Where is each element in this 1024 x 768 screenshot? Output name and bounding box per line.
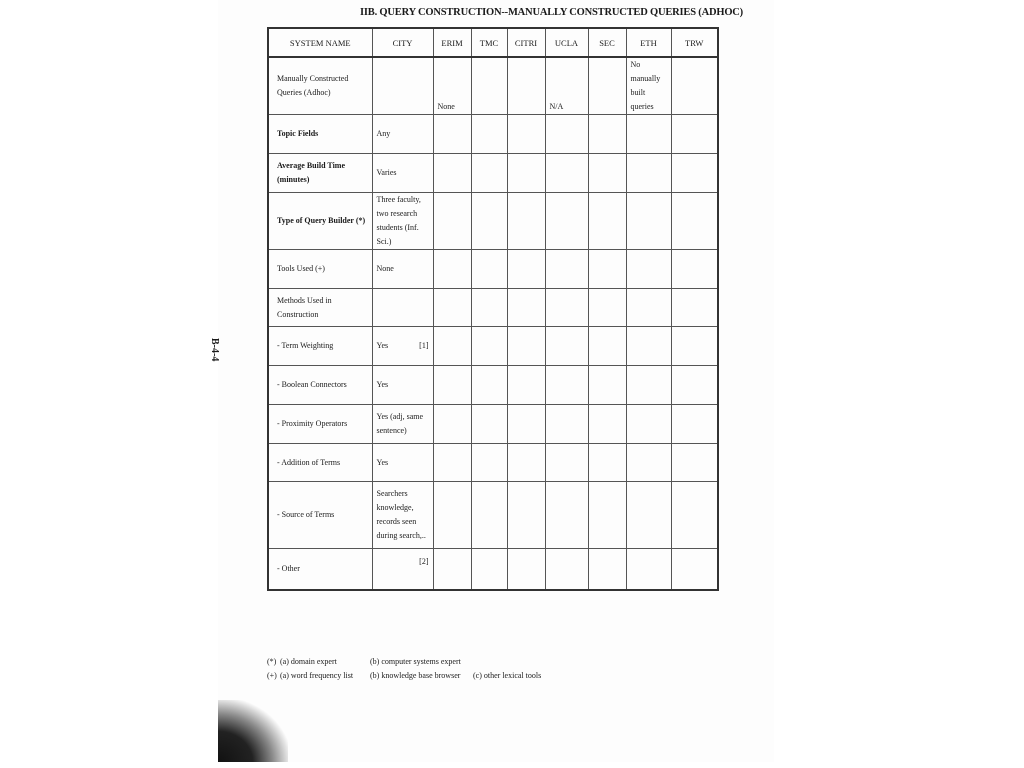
table-cell <box>471 57 507 115</box>
table-cell <box>588 482 626 549</box>
table-cell <box>471 366 507 405</box>
col-header-trw: TRW <box>671 28 718 57</box>
footnote-1-prefix: (*) <box>267 657 277 666</box>
table-cell: No manually built queries <box>626 57 671 115</box>
table-cell <box>372 289 433 327</box>
table-cell <box>671 250 718 289</box>
table-row <box>268 549 718 590</box>
table-cell <box>626 482 671 549</box>
row-label: Average Build Time (minutes) <box>268 154 372 193</box>
table-cell <box>545 327 588 366</box>
table-cell <box>507 193 545 250</box>
table-cell <box>545 193 588 250</box>
table-cell <box>588 366 626 405</box>
table-row <box>268 366 718 405</box>
cell-value: Three faculty, two research students (Inf. Sci.) <box>376 195 421 246</box>
table-cell <box>507 250 545 289</box>
table-cell <box>545 115 588 154</box>
table-cell <box>671 154 718 193</box>
footnote-ref: [1] <box>419 341 429 350</box>
table-cell <box>372 482 433 549</box>
table-cell <box>433 289 471 327</box>
row-label: - Term Weighting <box>268 327 372 366</box>
table-cell <box>626 405 671 444</box>
table-cell <box>433 366 471 405</box>
col-header-erim: ERIM <box>433 28 471 57</box>
table-cell <box>588 405 626 444</box>
table-cell: None <box>433 57 471 115</box>
table-row <box>268 327 718 366</box>
cell-value: Yes (adj, same sentence) <box>376 412 424 435</box>
col-header-ucla: UCLA <box>545 28 588 57</box>
cell-value: Yes <box>376 341 389 350</box>
table-row <box>268 289 718 327</box>
table-cell <box>545 250 588 289</box>
row-label: - Proximity Operators <box>268 405 372 444</box>
table-cell <box>626 250 671 289</box>
table-cell <box>626 193 671 250</box>
table-cell <box>626 289 671 327</box>
table-cell <box>507 57 545 115</box>
col-header-citri: CITRI <box>507 28 545 57</box>
table-cell <box>671 193 718 250</box>
table-cell <box>433 444 471 482</box>
footnote-2-prefix: (+) <box>267 671 277 680</box>
table-cell <box>671 327 718 366</box>
table-cell <box>507 289 545 327</box>
cell-value: Varies <box>376 168 397 177</box>
row-label: Manually Constructed Queries (Adhoc) <box>268 57 372 115</box>
table-cell <box>471 289 507 327</box>
footnote-1-b: (b) computer systems expert <box>370 657 461 666</box>
table-cell <box>433 327 471 366</box>
table-cell <box>626 549 671 590</box>
table-row <box>268 482 718 549</box>
table-cell <box>545 154 588 193</box>
table-cell <box>507 482 545 549</box>
col-header-system-name: SYSTEM NAME <box>268 28 372 57</box>
table-cell <box>626 366 671 405</box>
table-cell <box>545 366 588 405</box>
table-row <box>268 250 718 289</box>
table-cell <box>588 57 626 115</box>
table-cell <box>372 115 433 154</box>
col-header-tmc: TMC <box>471 28 507 57</box>
table-cell <box>471 549 507 590</box>
table-cell <box>433 115 471 154</box>
table-cell <box>545 549 588 590</box>
row-label: - Source of Terms <box>268 482 372 549</box>
table-cell <box>588 115 626 154</box>
table-cell <box>372 405 433 444</box>
table-cell <box>507 405 545 444</box>
table-cell <box>671 444 718 482</box>
table-cell <box>433 482 471 549</box>
table-cell <box>471 405 507 444</box>
table-cell <box>671 57 718 115</box>
query-construction-table <box>267 27 719 591</box>
row-label: Methods Used in Construction <box>268 289 372 327</box>
table-cell <box>507 366 545 405</box>
table-cell <box>433 549 471 590</box>
table-cell <box>671 482 718 549</box>
table-row <box>268 154 718 193</box>
scan-shadow <box>218 700 288 762</box>
table-cell <box>433 154 471 193</box>
table-row <box>268 193 718 250</box>
table-cell <box>372 549 433 590</box>
table-cell <box>588 289 626 327</box>
table-cell <box>588 154 626 193</box>
row-label: Type of Query Builder (*) <box>268 193 372 250</box>
table-row <box>268 405 718 444</box>
footnote-2-c: (c) other lexical tools <box>473 671 542 680</box>
table-cell <box>545 289 588 327</box>
cell-value: Any <box>376 129 391 138</box>
table-cell <box>671 549 718 590</box>
table-cell <box>507 444 545 482</box>
col-header-city: CITY <box>372 28 433 57</box>
cell-value: Yes <box>376 380 389 389</box>
table-cell <box>626 115 671 154</box>
table-cell <box>671 405 718 444</box>
table-cell <box>372 57 433 115</box>
table-cell <box>471 193 507 250</box>
footnote-2-a: (a) word frequency list <box>280 671 354 680</box>
table-cell <box>671 366 718 405</box>
table-row <box>268 115 718 154</box>
table-cell <box>588 250 626 289</box>
cell-value: Searchers knowledge, records seen during search,.. <box>376 489 426 540</box>
table-cell <box>372 154 433 193</box>
row-label: - Other <box>268 549 372 590</box>
table-cell <box>588 193 626 250</box>
table-cell <box>471 250 507 289</box>
table-header-row <box>268 28 718 57</box>
col-header-sec: SEC <box>588 28 626 57</box>
page-title: IIB. QUERY CONSTRUCTION--MANUALLY CONSTRUCTED QUERIES (ADHOC) <box>360 7 743 18</box>
table-cell <box>507 115 545 154</box>
footnote-ref: [2] <box>419 556 429 566</box>
table-cell <box>626 327 671 366</box>
table-cell <box>671 115 718 154</box>
table-cell <box>433 193 471 250</box>
table-cell <box>507 549 545 590</box>
table-cell <box>545 405 588 444</box>
row-label: - Boolean Connectors <box>268 366 372 405</box>
table-cell <box>372 444 433 482</box>
table-cell <box>588 444 626 482</box>
table-cell <box>507 327 545 366</box>
row-label: Tools Used (+) <box>268 250 372 289</box>
table-cell <box>671 289 718 327</box>
table-cell <box>471 444 507 482</box>
footnote-1-a: (a) domain expert <box>280 657 337 666</box>
table-cell <box>471 327 507 366</box>
table-cell <box>626 444 671 482</box>
table-cell: N/A <box>545 57 588 115</box>
table-cell <box>588 549 626 590</box>
row-label: - Addition of Terms <box>268 444 372 482</box>
table-cell <box>372 327 433 366</box>
table-row <box>268 57 718 115</box>
table-cell <box>471 482 507 549</box>
table-row <box>268 444 718 482</box>
cell-value: None <box>376 264 394 273</box>
table-cell <box>545 444 588 482</box>
row-label: Topic Fields <box>268 115 372 154</box>
table-cell <box>626 154 671 193</box>
table-cell <box>471 115 507 154</box>
footnote-2-b: (b) knowledge base browser <box>370 671 461 680</box>
table-cell <box>372 193 433 250</box>
table-cell <box>372 366 433 405</box>
table-cell <box>372 250 433 289</box>
table-cell <box>588 327 626 366</box>
table-cell <box>507 154 545 193</box>
table-cell <box>545 482 588 549</box>
cell-value: Yes <box>376 457 389 467</box>
col-header-eth: ETH <box>626 28 671 57</box>
side-page-number: B-4-4 <box>209 338 220 362</box>
table-cell <box>471 154 507 193</box>
table-cell <box>433 405 471 444</box>
table-cell <box>433 250 471 289</box>
